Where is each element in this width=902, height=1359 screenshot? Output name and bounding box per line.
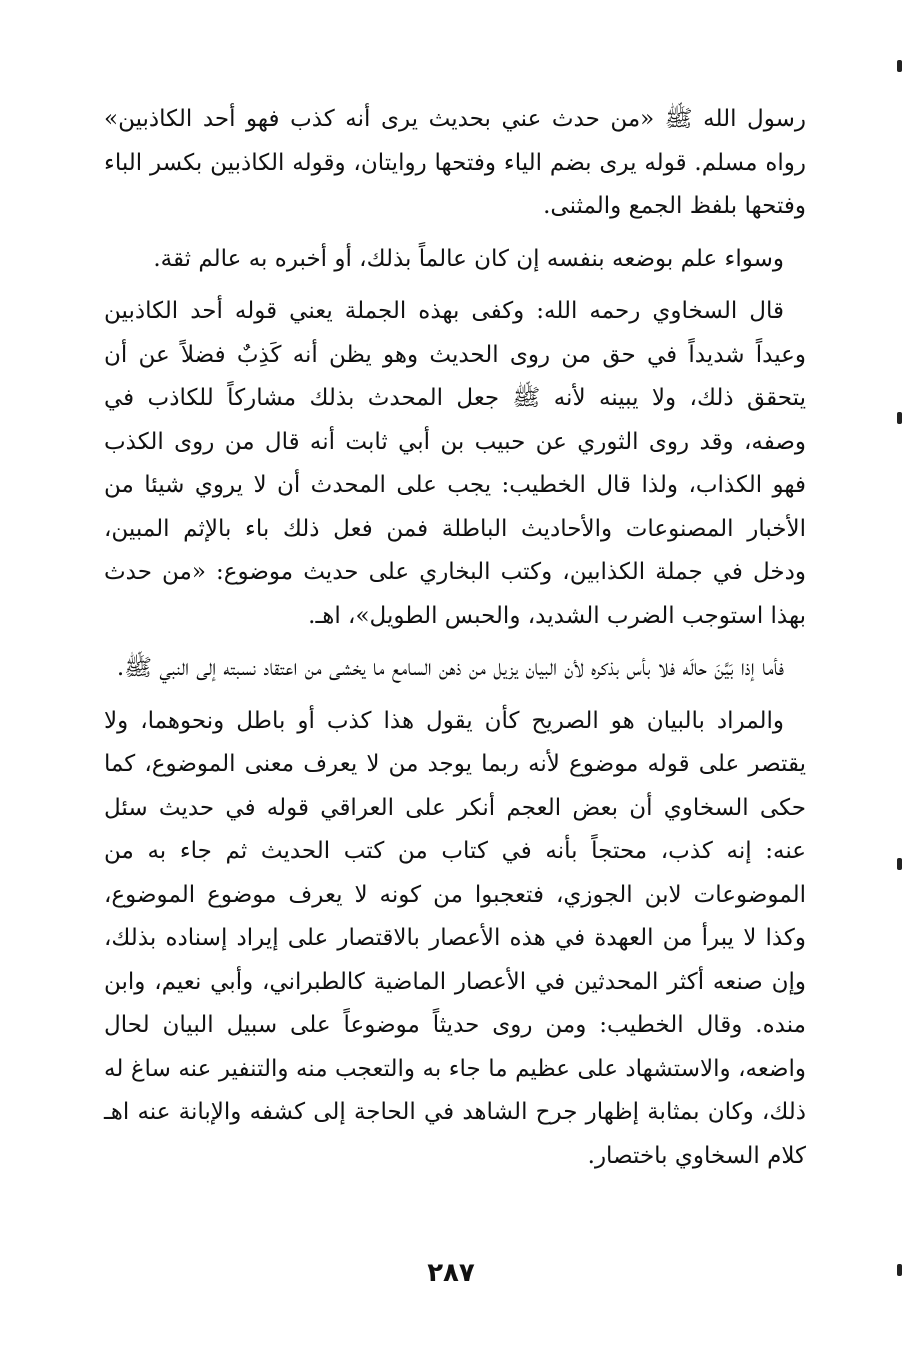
edge-mark-bottom bbox=[897, 1264, 902, 1276]
paragraph-explicit-statement: والمراد بالبيان هو الصريح كأن يقول هذا كذب أو باطل ونحوهما، ولا يقتصر على قوله موضوع لأنه ربما يوجد من لا يعرف معنى الموضوع، كما حكى السخاوي أن بعض العجم أنكر على العراقي قوله في حديث سئل عنه: إنه كذب، محتجاً بأنه في كتاب من كتب الحديث ثم جاء به من الموضوعات لابن الجوزي، فتعجبوا من كونه لا يعرف موضوع الموضوع، وكذا لا يبرأ من العهدة في هذه الأعصار بالاقتصار على إيراد إسناده بذلك، وإن صنعه أكثر المحدثين في الأعصار الماضية كالطبراني، وأبي نعيم، وابن منده. وقال الخطيب: ومن روى حديثاً موضوعاً على سبيل البيان لحال واضعه، والاستشهاد على عظيم ما جاء به والتعجب منه والتنفير عنه ساغ له ذلك، وكان بمثابة إظهار جرح الشاهد في الحاجة إلى كشفه والإبانة عنه اهـ كلام السخاوي باختصار. bbox=[104, 707, 806, 1169]
paragraph-knowledge: وسواء علم بوضعه بنفسه إن كان عالماً بذلك، أو أخبره به عالم ثقة. bbox=[153, 245, 784, 272]
edge-mark-middle bbox=[897, 412, 902, 424]
page-number: ٢٨٧ bbox=[427, 1258, 475, 1288]
body-text bbox=[104, 98, 806, 1187]
edge-mark-lower bbox=[897, 858, 902, 870]
paragraph-hadith-quote: رسول الله ﷺ «من حدث عني بحديث يرى أنه كذب فهو أحد الكاذبين» رواه مسلم. قوله يرى بضم الياء وفتحها روايتان، وقوله الكاذبين بكسر الباء وفتحها بلفظ الجمع والمثنى. bbox=[104, 106, 806, 219]
edge-mark-top bbox=[897, 60, 902, 72]
paragraph-clarification: فأما إذا بَيَّنَ حالَه فلا بأس بذكره لأن البيان يزيل من ذهن السامع ما يخشى من اعتقاد نسبته إلى النبي ﷺ. bbox=[116, 655, 784, 681]
paragraph-sakhawi: قال السخاوي رحمه الله: وكفى بهذه الجملة يعني قوله أحد الكاذبين وعيداً شديداً في حق من روى الحديث وهو يظن أنه كَذِبٌ فضلاً عن أن يتحقق ذلك، ولا يبينه لأنه ﷺ جعل المحدث بذلك مشاركاً للكاذب في وصفه، وقد روى الثوري عن حبيب بن أبي ثابت أنه قال من روى الكذب فهو الكذاب، ولذا قال الخطيب: يجب على المحدث أن لا يروي شيئا من الأخبار المصنوعات والأحاديث الباطلة فمن فعل ذلك باء بالإثم المبين، ودخل في جملة الكذابين، وكتب البخاري على حديث موضوع: «من حدث بهذا استوجب الضرب الشديد، والحبس الطويل»، اهـ. bbox=[104, 298, 806, 629]
